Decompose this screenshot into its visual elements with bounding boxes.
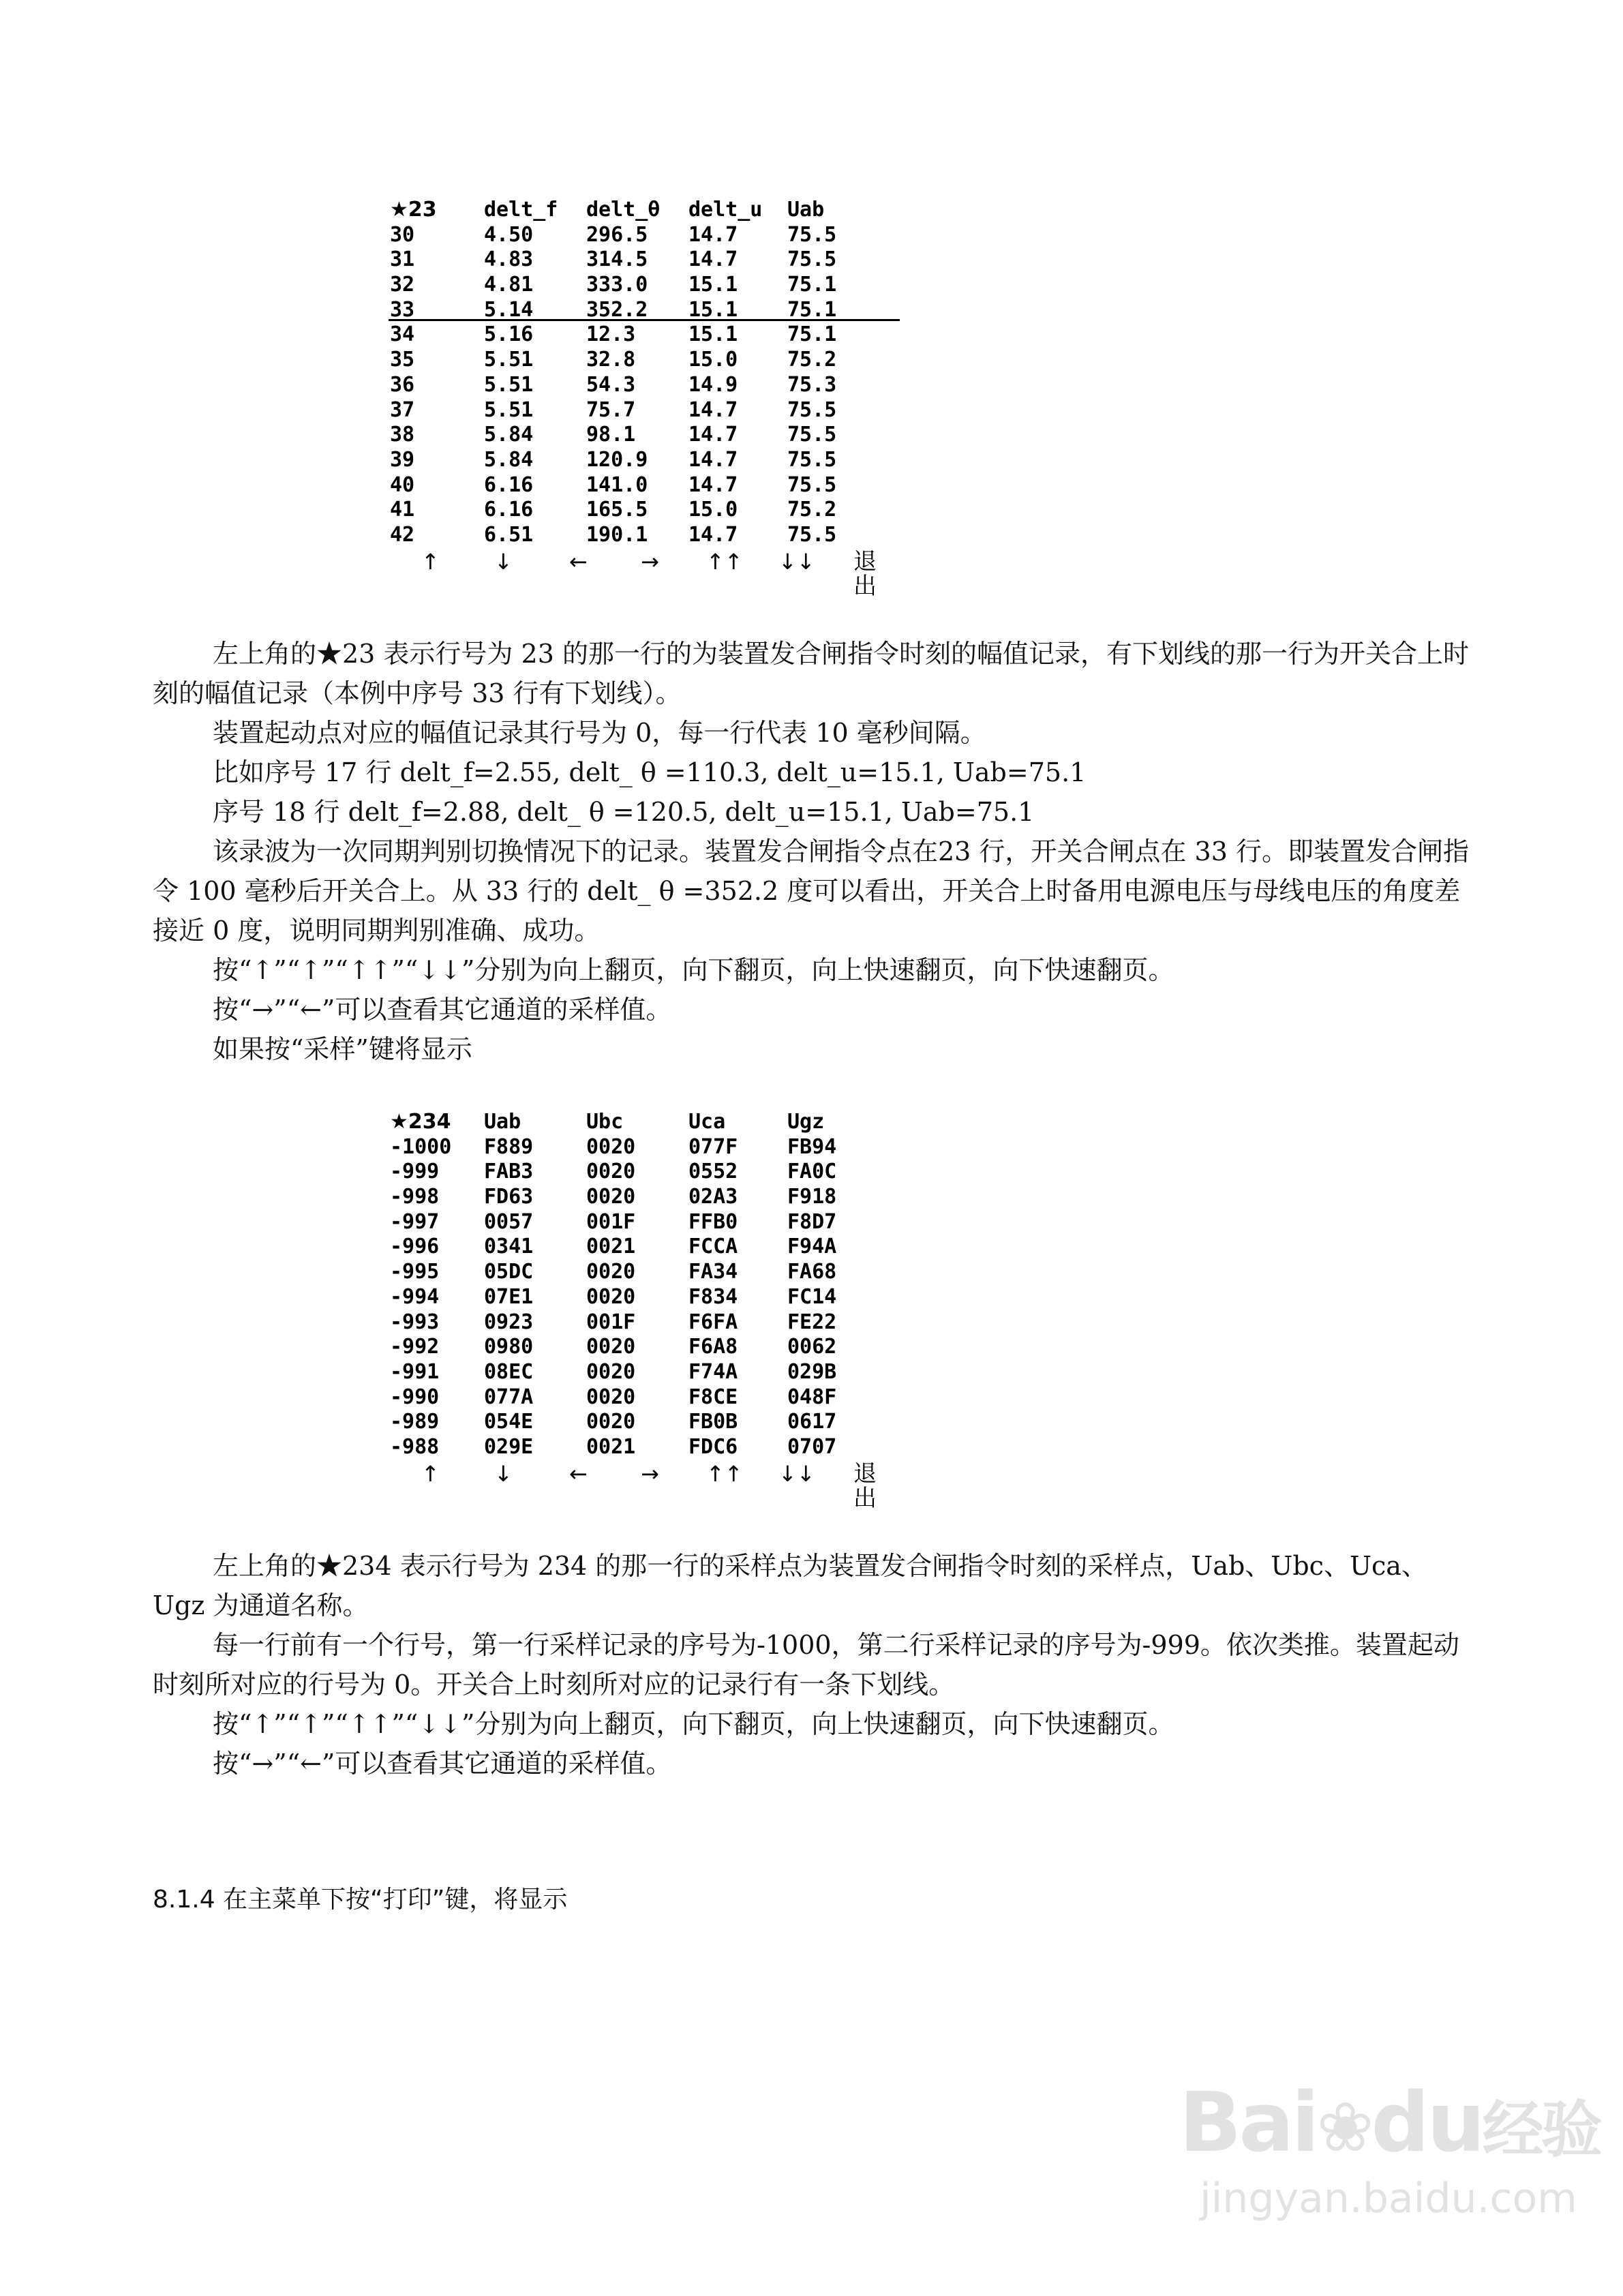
table-cell: 0020 — [586, 1185, 636, 1209]
table-cell: 120.9 — [586, 447, 648, 472]
paragraph: 按“→”“←”可以查看其它通道的采样值。 — [213, 995, 672, 1025]
table-cell: 36 — [390, 372, 415, 397]
table-cell: 4.50 — [484, 222, 534, 247]
exit-key[interactable]: 退出 — [853, 547, 877, 601]
table-cell: 5.51 — [484, 348, 534, 372]
table-cell: 314.5 — [586, 247, 648, 272]
table-cell: 0707 — [787, 1434, 837, 1459]
table-cell: FE22 — [787, 1310, 837, 1334]
table-cell: -989 — [390, 1410, 440, 1434]
table-cell: 048F — [787, 1385, 837, 1409]
paragraph: 每一行前有一个行号，第一行采样记录的序号为-1000，第二行采样记录的序号为-999。依次类推。装置起动时刻所对应的行号为 0。开关合上时刻所对应的记录行有一条下划线。 — [153, 1630, 1459, 1700]
table-cell: 0980 — [484, 1335, 534, 1359]
table-cell: 054E — [484, 1410, 534, 1434]
table-cell: FC14 — [787, 1284, 837, 1309]
table-cell: 14.7 — [688, 222, 738, 247]
paragraph: 按“→”“←”可以查看其它通道的采样值。 — [213, 1749, 672, 1779]
table-cell: 5.51 — [484, 372, 534, 397]
table-cell: 4.83 — [484, 247, 534, 272]
table-cell: F834 — [688, 1284, 738, 1309]
table-cell: 75.5 — [787, 472, 837, 497]
table1-header-delt-theta: delt_θ — [586, 198, 661, 222]
table-cell: 0020 — [586, 1359, 636, 1384]
table-cell: 35 — [390, 348, 415, 372]
channel-right-key[interactable]: → — [641, 1460, 659, 1487]
table-cell: 0020 — [586, 1410, 636, 1434]
sample-explanation — [153, 1546, 1475, 1783]
table-cell: 0020 — [586, 1385, 636, 1409]
table-cell: 02A3 — [688, 1185, 738, 1209]
table1-header-delt-u: delt_u — [688, 198, 763, 222]
table1-header-uab: Uab — [787, 198, 825, 222]
table-cell: F8D7 — [787, 1209, 837, 1234]
table-cell: 0020 — [586, 1284, 636, 1309]
amplitude-explanation — [153, 634, 1475, 1069]
table-cell: 75.5 — [787, 522, 837, 547]
table-cell: 5.84 — [484, 447, 534, 472]
paragraph: 比如序号 17 行 delt_f=2.55, delt_ θ =110.3, delt_u=15.1, Uab=75.1 — [213, 757, 1087, 787]
table-cell: 32 — [390, 273, 415, 297]
table-cell: 4.81 — [484, 273, 534, 297]
paragraph: 装置起动点对应的幅值记录其行号为 0，每一行代表 10 毫秒间隔。 — [213, 718, 986, 748]
table-cell: 34 — [390, 322, 415, 347]
watermark-logo: Bai❀du经验 — [1179, 2076, 1600, 2171]
table-cell: 14.7 — [688, 247, 738, 272]
table-cell: 30 — [390, 222, 415, 247]
table-cell: 05DC — [484, 1260, 534, 1284]
table-cell: F74A — [688, 1359, 738, 1384]
table-cell: FDC6 — [688, 1434, 738, 1459]
table-cell: 14.7 — [688, 522, 738, 547]
table-cell: 07E1 — [484, 1284, 534, 1309]
table-cell: 0617 — [787, 1410, 837, 1434]
table-cell: 0021 — [586, 1235, 636, 1259]
table-cell: 141.0 — [586, 472, 648, 497]
fast-page-up-key[interactable]: ↑↑ — [706, 548, 743, 575]
table-cell: 32.8 — [586, 348, 636, 372]
table-cell: 15.1 — [688, 322, 738, 347]
table2-header-uca: Uca — [688, 1110, 726, 1134]
table-cell: 15.0 — [688, 348, 738, 372]
table-cell: 14.7 — [688, 447, 738, 472]
table-cell: 0923 — [484, 1310, 534, 1334]
table-cell: 5.16 — [484, 322, 534, 347]
table-cell: 5.14 — [484, 297, 534, 322]
table-cell: 75.7 — [586, 397, 636, 422]
table-cell: -993 — [390, 1310, 440, 1334]
table-cell: 75.2 — [787, 498, 837, 522]
table-cell: 38 — [390, 423, 415, 447]
table-cell: FA68 — [787, 1260, 837, 1284]
switch-close-underline — [389, 319, 900, 321]
baidu-watermark — [1179, 2076, 1600, 2222]
table-cell: FB94 — [787, 1134, 837, 1159]
table-cell: FB0B — [688, 1410, 738, 1434]
table-cell: 0020 — [586, 1335, 636, 1359]
table-cell: -991 — [390, 1359, 440, 1384]
table-cell: FAB3 — [484, 1160, 534, 1184]
table-cell: FFB0 — [688, 1209, 738, 1234]
table-cell: -994 — [390, 1284, 440, 1309]
section-heading: 8.1.4 在主菜单下按“打印”键，将显示 — [153, 1886, 568, 1914]
channel-left-key[interactable]: ← — [569, 548, 588, 575]
table-cell: -988 — [390, 1434, 440, 1459]
watermark-url: jingyan.baidu.com — [1200, 2175, 1577, 2222]
table-cell: FA34 — [688, 1260, 738, 1284]
table-cell: 190.1 — [586, 522, 648, 547]
table1-header-delt-f: delt_f — [484, 198, 558, 222]
table-cell: -999 — [390, 1160, 440, 1184]
table-cell: -997 — [390, 1209, 440, 1234]
table-cell: F6A8 — [688, 1335, 738, 1359]
table-cell: 0021 — [586, 1434, 636, 1459]
table-cell: -998 — [390, 1185, 440, 1209]
fast-page-down-key[interactable]: ↓↓ — [778, 548, 815, 575]
table-cell: 75.3 — [787, 372, 837, 397]
table-cell: 98.1 — [586, 423, 636, 447]
fast-page-down-key[interactable]: ↓↓ — [778, 1460, 815, 1487]
table-cell: 14.7 — [688, 423, 738, 447]
table-cell: 75.5 — [787, 447, 837, 472]
table-cell: 75.5 — [787, 397, 837, 422]
table-cell: F889 — [484, 1134, 534, 1159]
table-cell: 0062 — [787, 1335, 837, 1359]
table2-header-ubc: Ubc — [586, 1110, 624, 1134]
paragraph: 该录波为一次同期判别切换情况下的记录。装置发合闸指令点在23 行，开关合闸点在 33 行。即装置发合闸指令 100 毫秒后开关合上。从 33 行的 delt_ θ =352.2 度可以看出，开关合上时备用电源电压与母线电压的角度差接近 0 度，说明同期判别准确、成功。 — [153, 836, 1469, 946]
paragraph: 如果按“采样”键将显示 — [213, 1034, 472, 1064]
table-cell: 08EC — [484, 1359, 534, 1384]
paragraph: 序号 18 行 delt_f=2.88, delt_ θ =120.5, delt_u=15.1, Uab=75.1 — [213, 797, 1035, 827]
table-cell: 33 — [390, 297, 415, 322]
table-cell: -990 — [390, 1385, 440, 1409]
table1-header-index: ★23 — [390, 198, 437, 222]
table-cell: 15.1 — [688, 273, 738, 297]
table-cell: 14.7 — [688, 397, 738, 422]
table-cell: 0020 — [586, 1260, 636, 1284]
table-cell: 75.1 — [787, 322, 837, 347]
table-cell: F6FA — [688, 1310, 738, 1334]
table-cell: 14.9 — [688, 372, 738, 397]
table-cell: 41 — [390, 498, 415, 522]
table-cell: 077A — [484, 1385, 534, 1409]
table-cell: 0020 — [586, 1160, 636, 1184]
table-cell: 75.2 — [787, 348, 837, 372]
table-cell: 0020 — [586, 1134, 636, 1159]
table-cell: 75.5 — [787, 247, 837, 272]
table-cell: 352.2 — [586, 297, 648, 322]
table-cell: 15.1 — [688, 297, 738, 322]
table-cell: 75.1 — [787, 273, 837, 297]
channel-right-key[interactable]: → — [641, 548, 659, 575]
table-cell: FCCA — [688, 1235, 738, 1259]
page-down-key[interactable]: ↓ — [494, 1460, 513, 1487]
table-cell: 0552 — [688, 1160, 738, 1184]
exit-key[interactable]: 退出 — [853, 1460, 877, 1513]
table-cell: 165.5 — [586, 498, 648, 522]
paragraph: 左上角的★234 表示行号为 234 的那一行的采样点为装置发合闸指令时刻的采样点，Uab、Ubc、Uca、Ugz 为通道名称。 — [153, 1551, 1427, 1620]
table-cell: 6.51 — [484, 522, 534, 547]
table-cell: 0057 — [484, 1209, 534, 1234]
table-cell: 296.5 — [586, 222, 648, 247]
table-cell: F94A — [787, 1235, 837, 1259]
table-cell: 12.3 — [586, 322, 636, 347]
table-cell: FA0C — [787, 1160, 837, 1184]
table-cell: -996 — [390, 1235, 440, 1259]
table-cell: 001F — [586, 1310, 636, 1334]
paragraph: 按“↑”“↑”“↑↑”“↓↓”分别为向上翻页，向下翻页，向上快速翻页，向下快速翻页。 — [213, 1709, 1174, 1739]
table-cell: 39 — [390, 447, 415, 472]
table-cell: 333.0 — [586, 273, 648, 297]
page-up-key[interactable]: ↑ — [421, 548, 440, 575]
table-cell: F918 — [787, 1185, 837, 1209]
table-cell: F8CE — [688, 1385, 738, 1409]
table-cell: FD63 — [484, 1185, 534, 1209]
table-cell: 31 — [390, 247, 415, 272]
table-cell: -992 — [390, 1335, 440, 1359]
table-cell: 75.1 — [787, 297, 837, 322]
table-cell: 001F — [586, 1209, 636, 1234]
table-cell: 0341 — [484, 1235, 534, 1259]
paw-icon: ❀ — [1316, 2087, 1371, 2167]
table-cell: 54.3 — [586, 372, 636, 397]
page-up-key[interactable]: ↑ — [421, 1460, 440, 1487]
table-cell: 75.5 — [787, 222, 837, 247]
paragraph: 按“↑”“↑”“↑↑”“↓↓”分别为向上翻页，向下翻页，向上快速翻页，向下快速翻页。 — [213, 955, 1174, 985]
table-cell: 14.7 — [688, 472, 738, 497]
table2-header-uab: Uab — [484, 1110, 521, 1134]
table-cell: 6.16 — [484, 472, 534, 497]
table-cell: 077F — [688, 1134, 738, 1159]
table-cell: 37 — [390, 397, 415, 422]
table-cell: -1000 — [390, 1134, 452, 1159]
page-down-key[interactable]: ↓ — [494, 548, 513, 575]
table-cell: 5.84 — [484, 423, 534, 447]
table-cell: 029E — [484, 1434, 534, 1459]
fast-page-up-key[interactable]: ↑↑ — [706, 1460, 743, 1487]
table2-header-index: ★234 — [390, 1110, 451, 1134]
table-cell: 029B — [787, 1359, 837, 1384]
table-cell: 42 — [390, 522, 415, 547]
table-cell: 6.16 — [484, 498, 534, 522]
channel-left-key[interactable]: ← — [569, 1460, 588, 1487]
table-cell: 5.51 — [484, 397, 534, 422]
table-cell: 75.5 — [787, 423, 837, 447]
table2-header-ugz: Ugz — [787, 1110, 825, 1134]
table-cell: -995 — [390, 1260, 440, 1284]
table-cell: 40 — [390, 472, 415, 497]
table-cell: 15.0 — [688, 498, 738, 522]
paragraph: 左上角的★23 表示行号为 23 的那一行的为装置发合闸指令时刻的幅值记录，有下划线的那一行为开关合上时刻的幅值记录（本例中序号 33 行有下划线）。 — [153, 639, 1469, 708]
